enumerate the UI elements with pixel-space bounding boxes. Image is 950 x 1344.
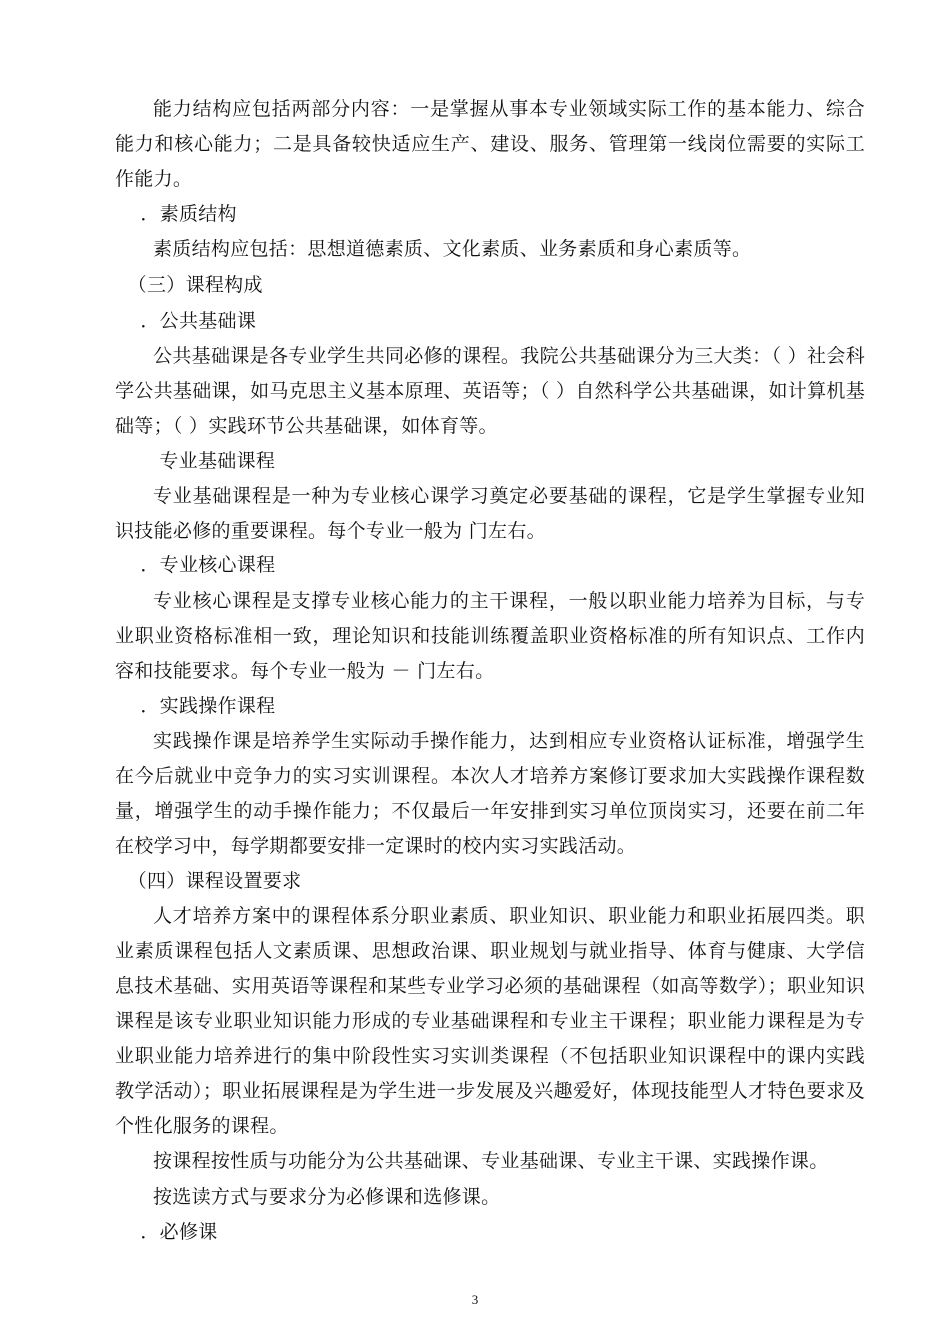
heading-course-requirements: （四）课程设置要求 [115,870,302,892]
paragraph-public-basic-course: 公共基础课是各专业学生共同必修的课程。我院公共基础课分为三大类：（ ）社会科学公共基础课，如马克思主义基本原理、英语等；（ ）自然科学公共基础课，如计算机基础等；（ ）实践环节公共基础课，如体育等。 [115,345,865,437]
page-number: 3 [471,1292,479,1307]
heading-major-core-course: ．专业核心课程 [115,554,276,576]
heading-course-composition: （三）课程构成 [115,274,263,296]
paragraph-course-system: 人才培养方案中的课程体系分职业素质、职业知识、职业能力和职业拓展四类。职业素质课程包括人文素质课、思想政治课、职业规划与就业指导、体育与健康、大学信息技术基础、实用英语等课程和某些专业学习必须的基础课程（如高等数学）；职业知识课程是该专业职业知识能力形成的专业基础课程和专业主干课程；职业能力课程是为专业职业能力培养进行的集中阶段性实习实训类课程（不包括职业知识课程中的课内实践教学活动）；职业拓展课程是为学生进一步发展及兴趣爱好，体现技能型人才特色要求及个性化服务的课程。 [115,905,865,1137]
heading-required-course: ．必修课 [115,1221,218,1243]
paragraph-ability-structure: 能力结构应包括两部分内容：一是掌握从事本专业领域实际工作的基本能力、综合能力和核心能力；二是具备较快适应生产、建设、服务、管理第一线岗位需要的实际工作能力。 [115,98,865,190]
paragraph-practice-course: 实践操作课是培养学生实际动手操作能力，达到相应专业资格认证标准，增强学生在今后就业中竞争力的实习实训课程。本次人才培养方案修订要求加大实践操作课程数量，增强学生的动手操作能力；不仅最后一年安排到实习单位顶岗实习，还要在前二年在校学习中，每学期都要安排一定课时的校内实习实践活动。 [115,730,865,857]
paragraph-classification-by-selection: 按选读方式与要求分为必修课和选修课。 [153,1186,501,1208]
paragraph-major-basic-course: 专业基础课程是一种为专业核心课学习奠定必要基础的课程，它是学生掌握专业知识技能必修的重要课程。每个专业一般为 门左右。 [115,485,865,542]
paragraph-major-core-course: 专业核心课程是支撑专业核心能力的主干课程，一般以职业能力培养为目标，与专业职业资格标准相一致，理论知识和技能训练覆盖职业资格标准的所有知识点、工作内容和技能要求。每个专业一般为 － 门左右。 [115,590,865,682]
paragraph-classification-by-nature: 按课程按性质与功能分为公共基础课、专业基础课、专业主干课、实践操作课。 [153,1150,829,1172]
heading-quality-structure: ．素质结构 [115,203,237,225]
heading-major-basic-course: 专业基础课程 [115,450,276,472]
heading-practice-course: ．实践操作课程 [115,695,276,717]
heading-public-basic-course: ．公共基础课 [115,310,257,332]
paragraph-quality-structure: 素质结构应包括：思想道德素质、文化素质、业务素质和身心素质等。 [153,238,752,260]
